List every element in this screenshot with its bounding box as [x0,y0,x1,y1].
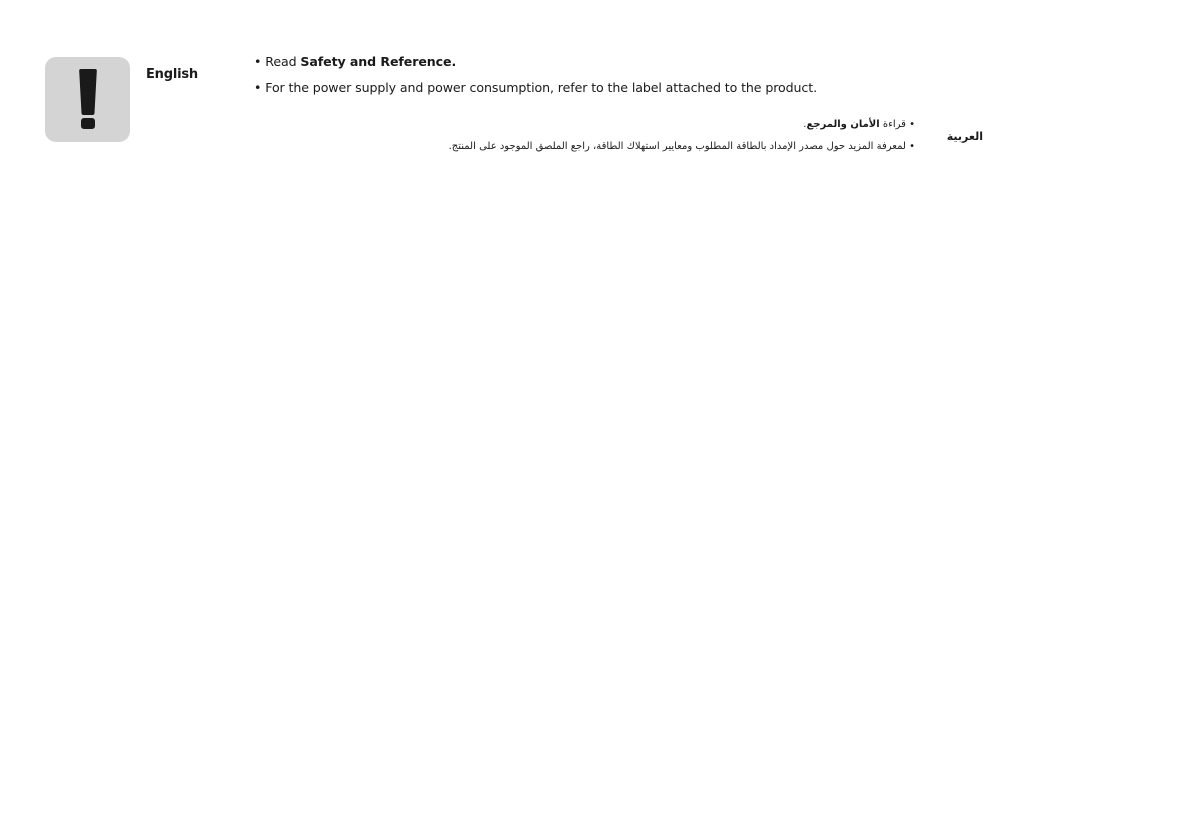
safety-reference-title: Safety and Reference. [300,54,457,69]
arabic-bullet-read-safety [449,118,915,132]
english-bullet-power-label [254,80,894,96]
english-bullet-read-safety [254,54,894,70]
exclamation-icon [45,57,130,142]
read-prefix: قراءة [882,119,906,130]
arabic-instructions [449,118,915,162]
safety-reference-title: الأمان والمرجع [806,119,880,130]
power-label-text: For the power supply and power consumption, refer to the label attached to the product. [265,80,817,95]
bullet-marker: • [909,119,915,130]
bullet-marker: • [254,54,262,69]
arabic-bullet-power-label [449,140,915,154]
language-label-english: English [146,67,198,82]
sentence-end: . [803,119,807,130]
warning-badge [45,57,130,142]
language-label-arabic: العربية [946,130,983,143]
bullet-marker: • [909,141,915,152]
english-instructions [254,54,894,96]
bullet-marker: • [254,80,262,95]
read-prefix: Read [265,54,297,69]
power-label-text: لمعرفة المزيد حول مصدر الإمداد بالطاقة المطلوب ومعايير استهلاك الطاقة، راجع الملصق الموجود على المنتج. [448,141,906,152]
